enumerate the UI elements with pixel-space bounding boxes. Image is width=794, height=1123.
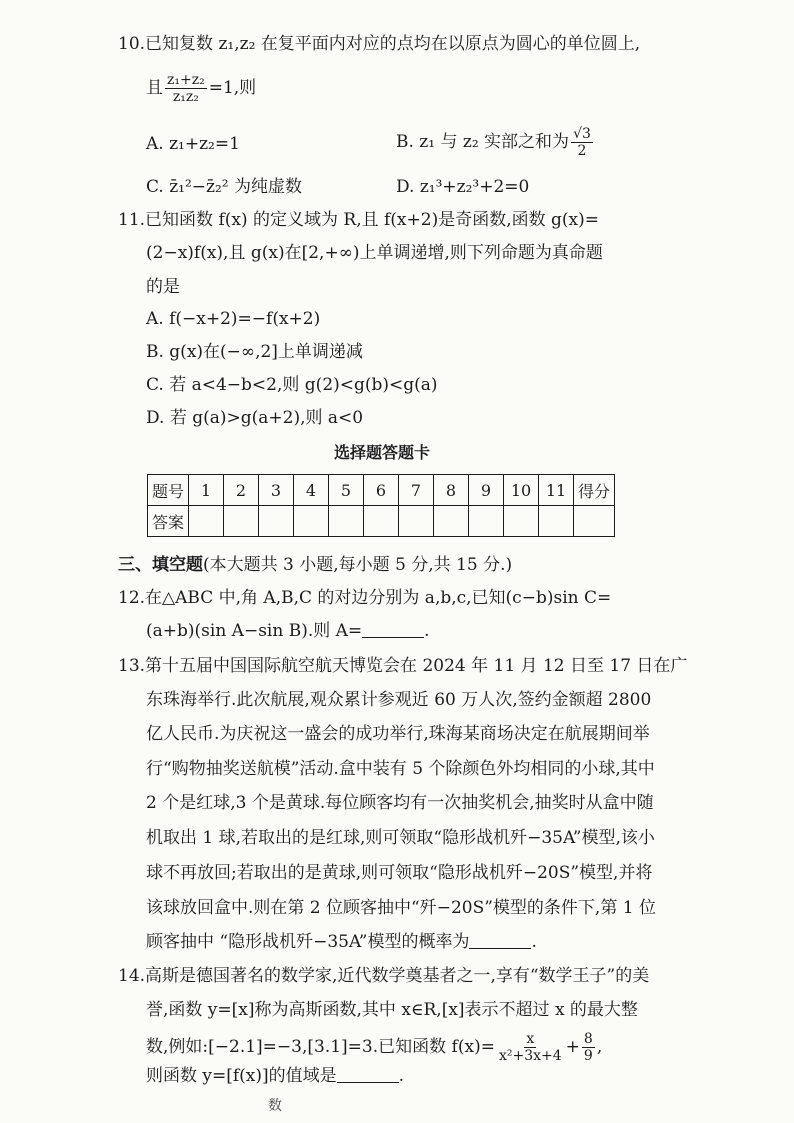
q10-option-d: D. z₁³+z₂³+2=0 <box>396 177 530 197</box>
answer-card-number: 6 <box>364 475 399 506</box>
q14-stem-line1: 14.高斯是德国著名的数学家,近代数学奠基者之一,享有“数学王子”的美 <box>118 966 650 986</box>
q13-line: 机取出 1 球,若取出的是红球,则可领取“隐形战机歼−35A”模型,该小 <box>146 828 655 848</box>
q14-period: . <box>398 1066 405 1086</box>
answer-card-header-label: 题号 <box>148 475 189 506</box>
q10-prefix: 且 <box>146 77 163 98</box>
q14-fraction-1-numerator: x <box>526 1030 535 1047</box>
q14-line4-text: 则函数 y=[f(x)]的值域是 <box>146 1066 337 1086</box>
answer-cell[interactable] <box>224 506 259 537</box>
answer-card-table <box>147 474 615 537</box>
answer-card-score-label: 得分 <box>574 475 615 506</box>
answer-cell[interactable] <box>504 506 539 537</box>
answer-card-number: 9 <box>469 475 504 506</box>
q11-option-b: B. g(x)在(−∞,2]上单调递减 <box>146 342 363 362</box>
q10-option-a: A. z₁+z₂=1 <box>146 134 240 154</box>
q11-stem-line1: 11.已知函数 f(x) 的定义域为 R,且 f(x+2)是奇函数,函数 g(x)= <box>118 210 599 230</box>
answer-card-number: 5 <box>329 475 364 506</box>
q13-line: 球不再放回;若取出的是黄球,则可领取“隐形战机歼−20S”模型,并将 <box>146 863 653 883</box>
answer-card-title: 选择题答题卡 <box>334 443 431 462</box>
q11-option-a: A. f(−x+2)=−f(x+2) <box>146 309 321 329</box>
q10-option-b <box>396 124 595 160</box>
score-cell[interactable] <box>574 506 615 537</box>
q12-answer-blank[interactable] <box>362 623 424 638</box>
answer-card-number: 10 <box>504 475 539 506</box>
q14-fraction-1 <box>497 1031 564 1064</box>
answer-card-number-row <box>148 475 615 506</box>
answer-card-number: 2 <box>224 475 259 506</box>
q14-fraction-2-denominator: 9 <box>583 1047 593 1064</box>
q10-option-b-text: B. z₁ 与 z₂ 实部之和为 <box>396 131 570 152</box>
answer-card-number: 1 <box>189 475 224 506</box>
answer-card-number: 3 <box>259 475 294 506</box>
q10-fraction-denominator: z₁z₂ <box>172 88 199 105</box>
section3-note: (本大题共 3 小题,每小题 5 分,共 15 分.) <box>203 555 513 575</box>
q12-stem-line2 <box>146 623 430 640</box>
q11-stem-line3: 的是 <box>146 277 180 297</box>
q10-stem-line2 <box>146 70 256 106</box>
q14-fraction-2-numerator: 8 <box>583 1030 593 1047</box>
answer-cell[interactable] <box>294 506 329 537</box>
q11-stem-line2: (2−x)f(x),且 g(x)在[2,+∞)上单调递增,则下列命题为真命题 <box>146 243 603 263</box>
q14-fraction-2 <box>582 1031 595 1064</box>
answer-cell[interactable] <box>329 506 364 537</box>
section3-heading <box>118 557 512 574</box>
answer-cell[interactable] <box>434 506 469 537</box>
answer-card-answer-label: 答案 <box>148 506 189 537</box>
answer-card-number: 11 <box>539 475 574 506</box>
q11-option-c: C. 若 a<4−b<2,则 g(2)<g(b)<g(a) <box>146 375 438 395</box>
q14-stem-line3 <box>146 1026 602 1068</box>
q14-fraction-1-denominator: x²+3x+4 <box>498 1047 562 1064</box>
answer-card-number: 7 <box>399 475 434 506</box>
q10-suffix: =1,则 <box>208 77 257 98</box>
answer-cell[interactable] <box>364 506 399 537</box>
q14-stem-line2: 誉,函数 y=[x]称为高斯函数,其中 x∈R,[x]表示不超过 x 的最大整 <box>146 1000 638 1020</box>
q14-comma: , <box>596 1036 603 1057</box>
q13-line: 该球放回盒中.则在第 2 位顾客抽中“歼−20S”模型的条件下,第 1 位 <box>146 898 656 918</box>
q14-answer-blank[interactable] <box>337 1068 399 1083</box>
answer-card-answer-row <box>148 506 615 537</box>
q12-period: . <box>424 621 430 641</box>
q13-line: 东珠海举行.此次航展,观众累计参观近 60 万人次,签约金额超 2800 <box>146 690 652 710</box>
q13-line: 13.第十五届中国国际航空航天博览会在 2024 年 11 月 12 日至 17 日在广 <box>118 656 688 676</box>
q13-period: . <box>531 932 537 952</box>
answer-card-number: 4 <box>294 475 329 506</box>
q10-option-b-numerator: √3 <box>573 125 591 142</box>
answer-cell[interactable] <box>399 506 434 537</box>
q13-line: 2 个是红球,3 个是黄球.每位顾客均有一次抽奖机会,抽奖时从盒中随 <box>146 793 654 813</box>
footer-mark: 数 <box>268 1098 282 1114</box>
q10-option-c: C. z̄₁²−z̄₂² 为纯虚数 <box>146 177 303 197</box>
section3-title: 三、填空题 <box>118 555 203 575</box>
answer-cell[interactable] <box>259 506 294 537</box>
q10-fraction <box>165 72 207 105</box>
answer-card-number: 8 <box>434 475 469 506</box>
q14-stem-line4 <box>146 1068 404 1085</box>
q10-option-b-fraction <box>571 126 593 159</box>
q13-line: 亿人民币.为庆祝这一盛会的成功举行,珠海某商场决定在航展期间举 <box>146 724 650 744</box>
q14-plus: + <box>565 1036 580 1057</box>
answer-cell[interactable] <box>539 506 574 537</box>
q11-option-d: D. 若 g(a)>g(a+2),则 a<0 <box>146 408 364 428</box>
q12-stem-text: (a+b)(sin A−sin B).则 A= <box>146 621 363 641</box>
q13-last-text: 顾客抽中 “隐形战机歼−35A”模型的概率为 <box>146 932 470 952</box>
q13-line: 行“购物抽奖送航模”活动.盒中装有 5 个除颜色外均相同的小球,其中 <box>146 759 655 779</box>
q12-stem-line1: 12.在△ABC 中,角 A,B,C 的对边分别为 a,b,c,已知(c−b)sin C= <box>118 588 612 608</box>
q13-last-line <box>146 934 537 951</box>
answer-cell[interactable] <box>189 506 224 537</box>
q10-stem-line1: 10.已知复数 z₁,z₂ 在复平面内对应的点均在以原点为圆心的单位圆上, <box>118 34 641 54</box>
q13-answer-blank[interactable] <box>469 934 531 949</box>
q14-line3-text: 数,例如:[−2.1]=−3,[3.1]=3.已知函数 f(x)= <box>146 1036 495 1057</box>
q10-option-b-denominator: 2 <box>577 142 587 159</box>
q10-fraction-numerator: z₁+z₂ <box>167 71 205 88</box>
answer-cell[interactable] <box>469 506 504 537</box>
